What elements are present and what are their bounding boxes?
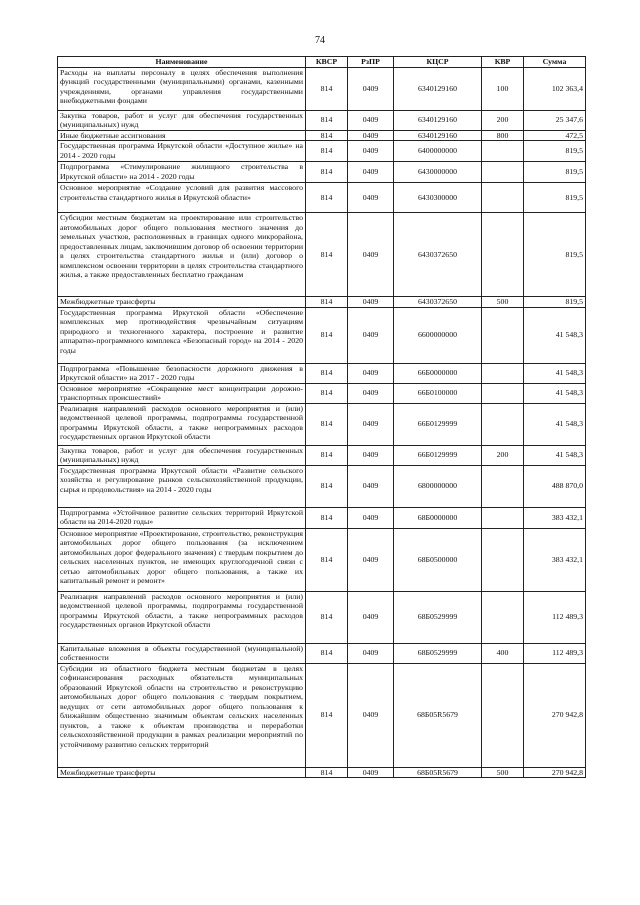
cell-name: Государственная программа Иркутской области «Доступное жилье» на 2014 - 2020 годы [58,141,306,162]
cell-kvr [482,403,524,445]
cell-kvr [482,383,524,403]
table-row [58,591,586,643]
cell-kvr [482,507,524,528]
cell-kcsr: 6340129160 [394,110,482,130]
cell-kvr [482,528,524,591]
cell-kvsr: 814 [306,130,348,141]
table-row [58,465,586,507]
cell-rzpr: 0409 [348,363,394,383]
table-row [58,307,586,363]
cell-name: Подпрограмма «Стимулирование жилищного строительства в Иркутской области» на 2014 - 2020 годы [58,162,306,183]
cell-sum: 819,5 [524,297,586,308]
cell-kcsr: 68Б0529999 [394,643,482,663]
cell-sum: 41 548,3 [524,445,586,465]
cell-rzpr: 0409 [348,141,394,162]
table-row [58,67,586,110]
cell-kcsr: 68Б0529999 [394,591,482,643]
cell-kvr [482,465,524,507]
cell-kvsr: 814 [306,363,348,383]
cell-sum: 25 347,6 [524,110,586,130]
cell-name: Реализация направлений расходов основного мероприятия и (или) ведомственной целевой программы, подпрограммы государственной программы Иркутской области, а также непрограммных расходов государственных органов Иркутской области [58,591,306,643]
cell-kvr [482,591,524,643]
cell-rzpr: 0409 [348,383,394,403]
cell-kvsr: 814 [306,591,348,643]
cell-sum: 819,5 [524,213,586,297]
cell-kcsr: 68Б0000000 [394,507,482,528]
cell-rzpr: 0409 [348,213,394,297]
table-row [58,767,586,778]
cell-kvsr: 814 [306,643,348,663]
cell-name: Закупка товаров, работ и услуг для обеспечения государственных (муниципальных) нужд [58,110,306,130]
table-row [58,162,586,183]
cell-rzpr: 0409 [348,403,394,445]
table-row [58,445,586,465]
cell-kcsr: 68Б05R5679 [394,663,482,767]
cell-kcsr: 6800000000 [394,465,482,507]
cell-sum: 41 548,3 [524,363,586,383]
cell-kvsr: 814 [306,663,348,767]
cell-kvr: 100 [482,67,524,110]
cell-kvsr: 814 [306,528,348,591]
cell-rzpr: 0409 [348,767,394,778]
cell-rzpr: 0409 [348,465,394,507]
cell-rzpr: 0409 [348,643,394,663]
table-row [58,213,586,297]
table-row [58,363,586,383]
page-number: 74 [315,35,325,46]
table-row [58,383,586,403]
cell-kcsr: 66Б0129999 [394,403,482,445]
header-sum: Сумма [524,57,586,68]
cell-name: Межбюджетные трансферты [58,767,306,778]
cell-kvsr: 814 [306,67,348,110]
cell-sum: 102 363,4 [524,67,586,110]
cell-rzpr: 0409 [348,183,394,213]
cell-sum: 819,5 [524,141,586,162]
cell-kvr [482,307,524,363]
cell-kcsr: 66Б0100000 [394,383,482,403]
cell-name: Основное мероприятие «Проектирование, строительство, реконструкция автомобильных дорог общего пользования (за исключением автомобильных дорог федерального значения) с твердым покрытием до сельских населенных пунктов, не имеющих круглогодичной связи с сетью автомобильных дорог общего пользования, а также их капитальный ремонт и ремонт» [58,528,306,591]
cell-kcsr: 6430372650 [394,213,482,297]
table-row [58,643,586,663]
cell-kvr: 800 [482,130,524,141]
cell-kcsr: 6340129160 [394,67,482,110]
cell-rzpr: 0409 [348,663,394,767]
cell-sum: 112 489,3 [524,591,586,643]
header-name: Наименование [58,57,306,68]
cell-kvsr: 814 [306,307,348,363]
cell-kvsr: 814 [306,297,348,308]
cell-name: Государственная программа Иркутской области «Развитие сельского хозяйства и регулирование рынков сельскохозяйственной продукции, сырья и продовольствия» на 2014 - 2020 годы [58,465,306,507]
cell-name: Закупка товаров, работ и услуг для обеспечения государственных (муниципальных) нужд [58,445,306,465]
cell-rzpr: 0409 [348,528,394,591]
cell-rzpr: 0409 [348,130,394,141]
cell-name: Основное мероприятие «Создание условий для развития массового строительства стандартного жилья в Иркутской области» [58,183,306,213]
cell-name: Расходы на выплаты персоналу в целях обеспечения выполнения функций государственными (муниципальными) органами, казенными учреждениями, органами управления государственными внебюджетными фондами [58,67,306,110]
cell-kvsr: 814 [306,383,348,403]
cell-name: Капитальные вложения в объекты государственной (муниципальной) собственности [58,643,306,663]
cell-name: Межбюджетные трансферты [58,297,306,308]
cell-kvsr: 814 [306,465,348,507]
cell-sum: 41 548,3 [524,383,586,403]
table-row [58,183,586,213]
cell-kcsr: 6340129160 [394,130,482,141]
table-row [58,297,586,308]
cell-sum: 819,5 [524,162,586,183]
cell-kvr: 500 [482,767,524,778]
cell-rzpr: 0409 [348,67,394,110]
cell-name: Основное мероприятие «Сокращение мест концентрации дорожно-транспортных происшествий» [58,383,306,403]
cell-kcsr: 6430372650 [394,297,482,308]
header-kvsr: КВСР [306,57,348,68]
cell-name: Субсидии из областного бюджета местным бюджетам в целях софинансирования расходных обязательств муниципальных образований Иркутской области на строительство и реконструкцию автомобильных дорог общего пользования с твердым покрытием, ведущих от сети автомобильных дорог общего пользования к ближайшим общественно значимым объектам сельских населенных пунктов, а также к объектам производства и переработки сельскохозяйственной продукции в рамках реализации мероприятий по устойчивому развитию сельских территорий [58,663,306,767]
cell-name: Подпрограмма «Повышение безопасности дорожного движения в Иркутской области» на 2017 - 2020 годы [58,363,306,383]
table-header-row [58,57,586,68]
cell-name: Иные бюджетные ассигнования [58,130,306,141]
table-row [58,403,586,445]
cell-kcsr: 68Б0500000 [394,528,482,591]
cell-kcsr: 6430000000 [394,162,482,183]
header-kvr: КВР [482,57,524,68]
cell-kcsr: 6600000000 [394,307,482,363]
cell-sum: 383 432,1 [524,528,586,591]
table-row [58,110,586,130]
cell-kvsr: 814 [306,183,348,213]
cell-kvr [482,162,524,183]
cell-rzpr: 0409 [348,591,394,643]
table-row [58,141,586,162]
cell-kvsr: 814 [306,507,348,528]
cell-rzpr: 0409 [348,507,394,528]
table-row [58,528,586,591]
table-row [58,663,586,767]
cell-rzpr: 0409 [348,307,394,363]
cell-kvsr: 814 [306,403,348,445]
header-kcsr: КЦСР [394,57,482,68]
cell-sum: 472,5 [524,130,586,141]
cell-sum: 41 548,3 [524,307,586,363]
cell-sum: 270 942,8 [524,767,586,778]
cell-name: Реализация направлений расходов основного мероприятия и (или) ведомственной целевой программы, подпрограммы государственной программы Иркутской области, а также непрограммных расходов государственных органов Иркутской области [58,403,306,445]
cell-rzpr: 0409 [348,110,394,130]
cell-rzpr: 0409 [348,297,394,308]
cell-sum: 819,5 [524,183,586,213]
cell-kvsr: 814 [306,141,348,162]
cell-rzpr: 0409 [348,445,394,465]
cell-rzpr: 0409 [348,162,394,183]
cell-kvsr: 814 [306,767,348,778]
cell-kvr [482,141,524,162]
cell-kcsr: 6400000000 [394,141,482,162]
cell-sum: 488 870,0 [524,465,586,507]
cell-name: Подпрограмма «Устойчивое развитие сельских территорий Иркутской области на 2014-2020 годы» [58,507,306,528]
table-row [58,507,586,528]
cell-kvr [482,213,524,297]
cell-kvsr: 814 [306,213,348,297]
cell-kvr: 200 [482,110,524,130]
cell-kcsr: 6430300000 [394,183,482,213]
cell-kcsr: 66Б0000000 [394,363,482,383]
cell-kvr: 500 [482,297,524,308]
cell-kvsr: 814 [306,110,348,130]
cell-sum: 270 942,8 [524,663,586,767]
cell-kvr [482,183,524,213]
cell-kcsr: 66Б0129999 [394,445,482,465]
cell-kvsr: 814 [306,162,348,183]
cell-sum: 112 489,3 [524,643,586,663]
budget-table [57,56,586,778]
cell-kvr: 400 [482,643,524,663]
cell-kvr: 200 [482,445,524,465]
cell-kvr [482,363,524,383]
cell-name: Государственная программа Иркутской области «Обеспечение комплексных мер противодействия чрезвычайным ситуациям природного и техногенного характера, построение и развитие аппаратно-программного комплекса «Безопасный город» на 2014 - 2020 годы [58,307,306,363]
cell-kcsr: 68Б05R5679 [394,767,482,778]
header-rzpr: РзПР [348,57,394,68]
cell-name: Субсидии местным бюджетам на проектирование или строительство автомобильных дорог общего пользования местного значения до земельных участков, расположенных в границах одного микрорайона, предоставленных лицам, заключившим договор об освоении территории в целях строительства стандартного жилья и (или) договор о комплексном освоении территории в целях строительства стандартного жилья, а также предоставленных бесплатно гражданам [58,213,306,297]
cell-sum: 41 548,3 [524,403,586,445]
cell-kvr [482,663,524,767]
cell-sum: 383 432,1 [524,507,586,528]
cell-kvsr: 814 [306,445,348,465]
table-row [58,130,586,141]
